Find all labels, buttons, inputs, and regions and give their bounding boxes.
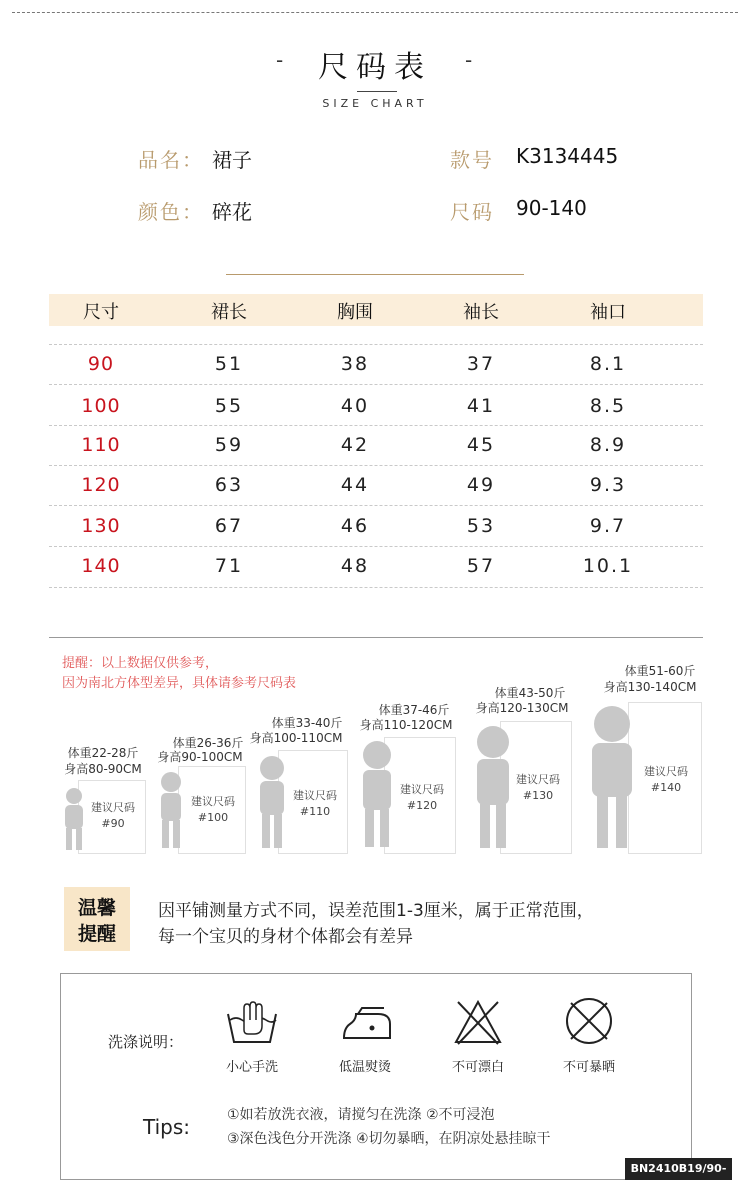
table-row-divider [49,546,703,547]
kid-height-120: 身高110-120CM [359,718,453,732]
table-cell: 45 [466,434,496,456]
kid-rec-label-140: 建议尺码 [644,765,688,778]
table-cell: 63 [214,474,244,496]
table-header-sleeve-length: 袖长 [463,302,499,323]
table-cell: 8.5 [589,395,627,417]
kid-rec-label-90: 建议尺码 [91,801,135,814]
table-row-divider [49,587,703,588]
product-name-value: 裙子 [212,148,252,172]
hand-wash-icon [224,1000,280,1046]
kid-height-140: 身高130-140CM [603,680,697,694]
kid-rec-size-100: #100 [197,811,229,824]
kid-rec-size-110: #110 [299,805,331,818]
title-dash-left: - [276,48,284,72]
warm-reminder-note [158,898,594,950]
child-silhouette-icon [470,722,516,852]
table-row-divider [49,505,703,506]
table-cell: 59 [214,434,244,456]
kid-height-110: 身高100-110CM [249,731,343,745]
table-cell-size: 100 [81,395,121,417]
page-subtitle: SIZE CHART [322,97,428,110]
table-cell-size: 90 [87,353,115,375]
no-sun-dry-icon [563,996,615,1046]
table-row-divider [49,465,703,466]
table-cell-size: 130 [81,515,121,537]
no-sun-dry-caption: 不可暴晒 [562,1060,615,1075]
subtitle-divider [357,91,397,92]
kid-rec-size-120: #120 [406,799,438,812]
table-header-size: 尺寸 [83,302,119,323]
table-cell: 9.7 [589,515,627,537]
color-label: 颜色： [138,200,204,224]
table-cell: 38 [340,353,370,375]
table-header-chest: 胸围 [337,302,373,323]
table-cell: 37 [466,353,496,375]
size-range-value: 90-140 [516,196,587,220]
warm-label-line-1: 温馨 [77,897,116,919]
kid-height-90: 身高80-90CM [64,762,142,776]
table-cell: 42 [340,434,370,456]
table-cell: 41 [466,395,496,417]
reminder-line-1: 提醒：以上数据仅供参考， [62,656,219,671]
style-number-value: K3134445 [516,144,619,168]
kid-weight-130: 体重43-50斤 [494,686,566,700]
table-cell: 8.9 [589,434,627,456]
kid-rec-label-130: 建议尺码 [516,773,560,786]
warm-note-line-1: 因平铺测量方式不同，误差范围1-3厘米，属于正常范围， [158,901,594,921]
kid-rec-size-140: #140 [650,781,682,794]
table-cell-size: 110 [81,434,121,456]
color-value: 碎花 [212,200,252,224]
table-cell: 67 [214,515,244,537]
table-header-cuff: 袖口 [590,302,626,323]
table-cell: 8.1 [589,353,627,375]
info-divider [226,274,524,275]
section-divider [49,637,703,638]
table-cell: 46 [340,515,370,537]
table-header-skirt-length: 裙长 [211,302,247,323]
no-bleach-caption: 不可漂白 [451,1060,504,1075]
kid-weight-140: 体重51-60斤 [624,664,696,678]
kid-height-100: 身高90-100CM [157,750,243,764]
table-cell: 53 [466,515,496,537]
table-cell: 10.1 [582,555,634,577]
table-cell: 40 [340,395,370,417]
warm-reminder-label [64,895,130,947]
kid-rec-label-110: 建议尺码 [293,789,337,802]
kid-rec-size-90: #90 [101,817,125,830]
kid-rec-label-100: 建议尺码 [191,795,235,808]
tips-label: Tips: [143,1115,191,1139]
no-bleach-icon [452,998,504,1046]
warm-note-line-2: 每一个宝贝的身材个体都会有差异 [158,927,413,947]
size-reminder [62,654,296,694]
table-row-divider [49,425,703,426]
product-code-badge: BN2410B19/90-140 [625,1158,732,1180]
kid-weight-90: 体重22-28斤 [67,746,139,760]
table-cell: 49 [466,474,496,496]
low-iron-caption: 低温熨烫 [338,1060,391,1075]
product-name-label: 品名： [138,148,204,172]
table-cell: 57 [466,555,496,577]
table-cell: 51 [214,353,244,375]
style-number-label: 款号 [450,148,494,172]
kid-weight-120: 体重37-46斤 [378,703,450,717]
table-cell: 48 [340,555,370,577]
table-cell-size: 140 [81,555,121,577]
size-range-label: 尺码 [450,200,494,224]
tips-line-1: ①如若放洗衣液，请搅匀在洗涤 ②不可浸泡 [227,1107,495,1123]
table-cell: 44 [340,474,370,496]
table-cell: 55 [214,395,244,417]
table-cell-size: 120 [81,474,121,496]
hand-wash-caption: 小心手洗 [225,1060,278,1075]
table-cell: 9.3 [589,474,627,496]
reminder-line-2: 因为南北方体型差异，具体请参考尺码表 [62,676,297,691]
table-row-divider [49,384,703,385]
warm-label-line-2: 提醒 [77,923,116,945]
top-dashed-divider [12,12,738,13]
tips-line-2: ③深色浅色分开洗涤 ④切勿暴晒，在阴凉处悬挂晾干 [227,1131,551,1147]
table-row-divider [49,344,703,345]
table-cell: 71 [214,555,244,577]
child-silhouette-icon [586,702,638,852]
care-label: 洗涤说明： [108,1033,184,1051]
title-dash-right: - [465,48,473,72]
low-iron-icon [340,1006,394,1042]
page-title: 尺码表 [318,50,432,85]
kid-rec-size-130: #130 [522,789,554,802]
kid-height-130: 身高120-130CM [475,701,569,715]
kid-weight-110: 体重33-40斤 [271,716,343,730]
kid-weight-100: 体重26-36斤 [172,736,244,750]
kid-rec-label-120: 建议尺码 [400,783,444,796]
